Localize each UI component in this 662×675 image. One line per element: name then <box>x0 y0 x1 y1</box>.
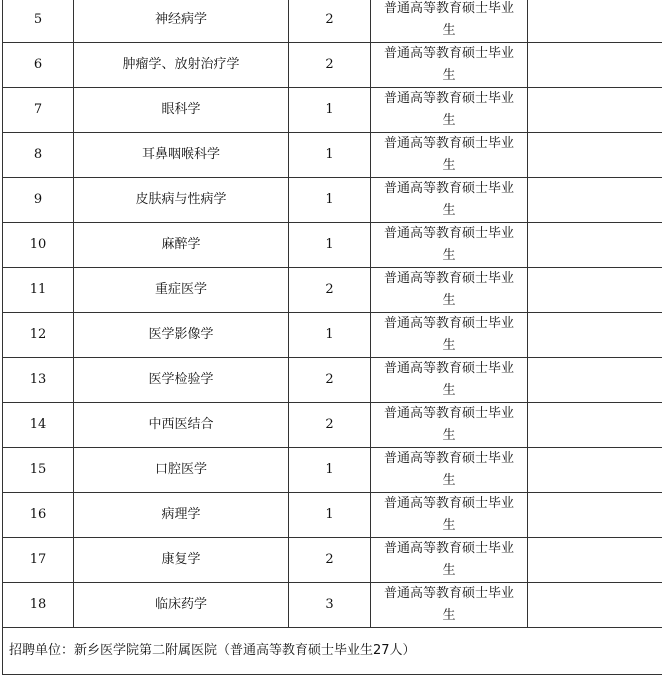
requirement-cell <box>371 0 528 43</box>
count-cell: 2 <box>289 403 371 448</box>
major-cell: 眼科学 <box>74 88 289 133</box>
count-cell: 1 <box>289 88 371 133</box>
note-cell <box>528 88 662 133</box>
note-cell <box>528 178 662 223</box>
row-number: 11 <box>3 268 74 313</box>
row-number: 12 <box>3 313 74 358</box>
count-cell: 3 <box>289 583 371 628</box>
major-cell: 肿瘤学、放射治疗学 <box>74 43 289 88</box>
note-cell <box>528 493 662 538</box>
requirement-cell <box>371 448 528 493</box>
requirement-line: 普通高等教育硕士毕业 <box>384 586 514 601</box>
requirement-line: 生 <box>442 383 455 398</box>
row-number: 6 <box>3 43 74 88</box>
major-cell: 医学检验学 <box>74 358 289 403</box>
requirement-line: 生 <box>442 473 455 488</box>
major-cell: 病理学 <box>74 493 289 538</box>
table-row <box>3 583 662 628</box>
requirement-line: 生 <box>442 428 455 443</box>
requirement-line: 生 <box>442 248 455 263</box>
count-cell: 2 <box>289 0 371 43</box>
requirement-line: 普通高等教育硕士毕业 <box>384 136 514 151</box>
table-row <box>3 43 662 88</box>
table-row <box>3 493 662 538</box>
count-cell: 2 <box>289 43 371 88</box>
requirement-line: 普通高等教育硕士毕业 <box>384 1 514 16</box>
table-row <box>3 0 662 43</box>
table-body <box>3 0 662 675</box>
major-cell: 神经病学 <box>74 0 289 43</box>
major-cell: 口腔医学 <box>74 448 289 493</box>
note-cell <box>528 448 662 493</box>
requirement-line: 生 <box>442 293 455 308</box>
count-cell: 1 <box>289 448 371 493</box>
major-cell: 临床药学 <box>74 583 289 628</box>
table-row <box>3 88 662 133</box>
row-number: 18 <box>3 583 74 628</box>
note-cell <box>528 358 662 403</box>
requirement-line: 普通高等教育硕士毕业 <box>384 451 514 466</box>
requirement-line: 普通高等教育硕士毕业 <box>384 91 514 106</box>
requirement-cell <box>371 358 528 403</box>
requirement-cell <box>371 223 528 268</box>
row-number: 10 <box>3 223 74 268</box>
count-cell: 1 <box>289 178 371 223</box>
count-cell: 2 <box>289 538 371 583</box>
requirement-cell <box>371 88 528 133</box>
requirement-line: 生 <box>442 203 455 218</box>
requirement-line: 普通高等教育硕士毕业 <box>384 361 514 376</box>
major-cell: 医学影像学 <box>74 313 289 358</box>
requirement-cell <box>371 403 528 448</box>
row-number: 7 <box>3 88 74 133</box>
requirement-line: 生 <box>442 158 455 173</box>
requirement-line: 生 <box>442 113 455 128</box>
recruitment-table <box>2 0 662 675</box>
requirement-line: 普通高等教育硕士毕业 <box>384 541 514 556</box>
requirement-line: 生 <box>442 518 455 533</box>
requirement-cell <box>371 268 528 313</box>
table-row <box>3 223 662 268</box>
requirement-line: 生 <box>442 23 455 38</box>
major-cell: 康复学 <box>74 538 289 583</box>
major-cell: 皮肤病与性病学 <box>74 178 289 223</box>
requirement-cell <box>371 133 528 178</box>
requirement-cell <box>371 538 528 583</box>
note-cell <box>528 268 662 313</box>
table-row <box>3 448 662 493</box>
note-cell <box>528 313 662 358</box>
requirement-line: 普通高等教育硕士毕业 <box>384 316 514 331</box>
count-cell: 1 <box>289 493 371 538</box>
requirement-line: 生 <box>442 338 455 353</box>
requirement-line: 生 <box>442 608 455 623</box>
requirement-cell <box>371 583 528 628</box>
table-row <box>3 403 662 448</box>
table-row <box>3 133 662 178</box>
footer-row <box>3 628 662 675</box>
row-number: 5 <box>3 0 74 43</box>
note-cell <box>528 538 662 583</box>
note-cell <box>528 133 662 178</box>
requirement-line: 生 <box>442 68 455 83</box>
row-number: 9 <box>3 178 74 223</box>
row-number: 15 <box>3 448 74 493</box>
requirement-cell <box>371 493 528 538</box>
table-row <box>3 178 662 223</box>
recruiting-unit-text: 招聘单位：新乡医学院第二附属医院（普通高等教育硕士毕业生27人） <box>3 628 662 675</box>
row-number: 17 <box>3 538 74 583</box>
row-number: 13 <box>3 358 74 403</box>
requirement-line: 普通高等教育硕士毕业 <box>384 46 514 61</box>
table-row <box>3 313 662 358</box>
count-cell: 1 <box>289 313 371 358</box>
requirement-line: 普通高等教育硕士毕业 <box>384 181 514 196</box>
major-cell: 重症医学 <box>74 268 289 313</box>
requirement-cell <box>371 313 528 358</box>
requirement-cell <box>371 43 528 88</box>
count-cell: 1 <box>289 133 371 178</box>
major-cell: 麻醉学 <box>74 223 289 268</box>
note-cell <box>528 223 662 268</box>
requirement-line: 普通高等教育硕士毕业 <box>384 226 514 241</box>
table-row <box>3 268 662 313</box>
count-cell: 2 <box>289 358 371 403</box>
row-number: 14 <box>3 403 74 448</box>
note-cell <box>528 583 662 628</box>
requirement-line: 普通高等教育硕士毕业 <box>384 496 514 511</box>
requirement-line: 生 <box>442 563 455 578</box>
requirement-line: 普通高等教育硕士毕业 <box>384 271 514 286</box>
major-cell: 耳鼻咽喉科学 <box>74 133 289 178</box>
note-cell <box>528 0 662 43</box>
count-cell: 2 <box>289 268 371 313</box>
note-cell <box>528 43 662 88</box>
note-cell <box>528 403 662 448</box>
major-cell: 中西医结合 <box>74 403 289 448</box>
row-number: 16 <box>3 493 74 538</box>
row-number: 8 <box>3 133 74 178</box>
count-cell: 1 <box>289 223 371 268</box>
table-row <box>3 538 662 583</box>
requirement-line: 普通高等教育硕士毕业 <box>384 406 514 421</box>
requirement-cell <box>371 178 528 223</box>
table-row <box>3 358 662 403</box>
